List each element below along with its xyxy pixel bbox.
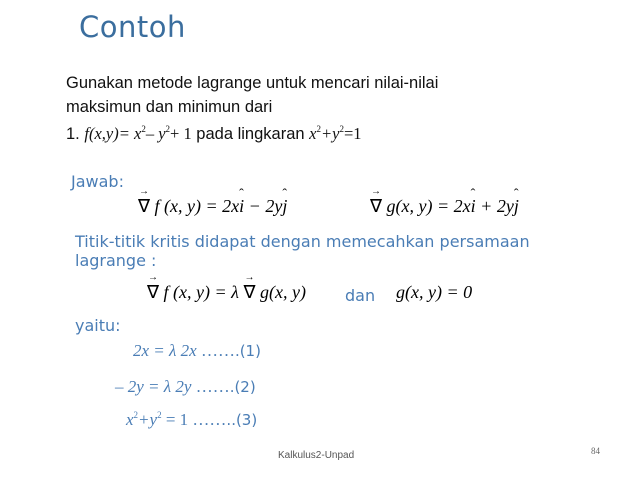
i-hat: ˆ i — [239, 196, 244, 217]
exponent: 2 — [133, 410, 139, 420]
nabla-icon: → ∇ — [138, 196, 150, 217]
slide-title: Contoh — [79, 10, 186, 44]
j-hat: ˆ j — [514, 196, 519, 217]
exponent: 2 — [316, 124, 321, 134]
lagrange-rhs: g(x, y) — [260, 282, 306, 302]
i-hat: ˆ i — [471, 196, 476, 217]
exponent: 2 — [339, 124, 344, 134]
function-term-x: = x — [118, 124, 142, 143]
nabla-icon: → ∇ — [370, 196, 382, 217]
system-equation-3 — [126, 410, 257, 430]
equation-ref: ..(3) — [226, 411, 258, 429]
jawab-label: Jawab: — [71, 172, 124, 191]
equation-ref: .(2) — [229, 378, 256, 396]
item-number: 1. — [66, 125, 80, 143]
connector-text: pada lingkaran — [196, 125, 305, 143]
grad-f-lhs: f (x, y) = 2x — [154, 196, 240, 216]
system-equation-2 — [115, 377, 256, 397]
function-term-const: + 1 — [170, 124, 192, 143]
leader-dots: …… — [195, 377, 230, 396]
leader-dots: …… — [200, 341, 235, 360]
grad-f-mid: − 2y — [248, 196, 283, 216]
lagrange-equation — [147, 282, 306, 303]
constraint-rhs: =1 — [343, 124, 362, 143]
equation-text: 2x = λ 2x — [133, 341, 197, 360]
grad-g-lhs: g(x, y) = 2x — [386, 196, 471, 216]
critical-text-line-2: lagrange : — [75, 251, 157, 270]
gradient-f-equation — [138, 196, 287, 217]
page-number: 84 — [591, 446, 600, 456]
j-hat: ˆ j — [282, 196, 287, 217]
lagrange-lhs: f (x, y) = λ — [163, 282, 239, 302]
problem-statement — [66, 124, 362, 144]
system-equation-1 — [133, 341, 261, 361]
constraint-y: +y — [320, 124, 340, 143]
nabla-icon: → ∇ — [243, 282, 255, 303]
grad-g-mid: + 2y — [480, 196, 514, 216]
gradient-g-equation — [370, 196, 519, 217]
intro-line-2: maksimun dan minimun dari — [66, 98, 273, 116]
leader-dots: …… — [192, 410, 227, 429]
equation-term-x: x — [126, 410, 134, 429]
intro-line-1: Gunakan metode lagrange untuk mencari nilai-nilai — [66, 74, 439, 92]
yaitu-label: yaitu: — [75, 316, 121, 335]
equation-rhs: = 1 — [165, 410, 189, 429]
constraint-x: x — [309, 124, 317, 143]
constraint-equation: g(x, y) = 0 — [396, 282, 473, 302]
function-term-y: – y — [145, 124, 166, 143]
equation-ref: .(1) — [234, 342, 261, 360]
dan-label: dan — [345, 286, 376, 305]
equation-term-y: +y — [138, 410, 158, 429]
footer-text: Kalkulus2-Unpad — [278, 450, 355, 461]
nabla-icon: → ∇ — [147, 282, 159, 303]
equation-text: – 2y = λ 2y — [115, 377, 192, 396]
function-lhs: f(x,y) — [84, 124, 119, 143]
exponent: 2 — [141, 124, 146, 134]
exponent: 2 — [157, 410, 162, 420]
exponent: 2 — [165, 124, 171, 134]
critical-text-line-1: Titik-titik kritis didapat dengan memecahkan persamaan — [75, 232, 530, 251]
